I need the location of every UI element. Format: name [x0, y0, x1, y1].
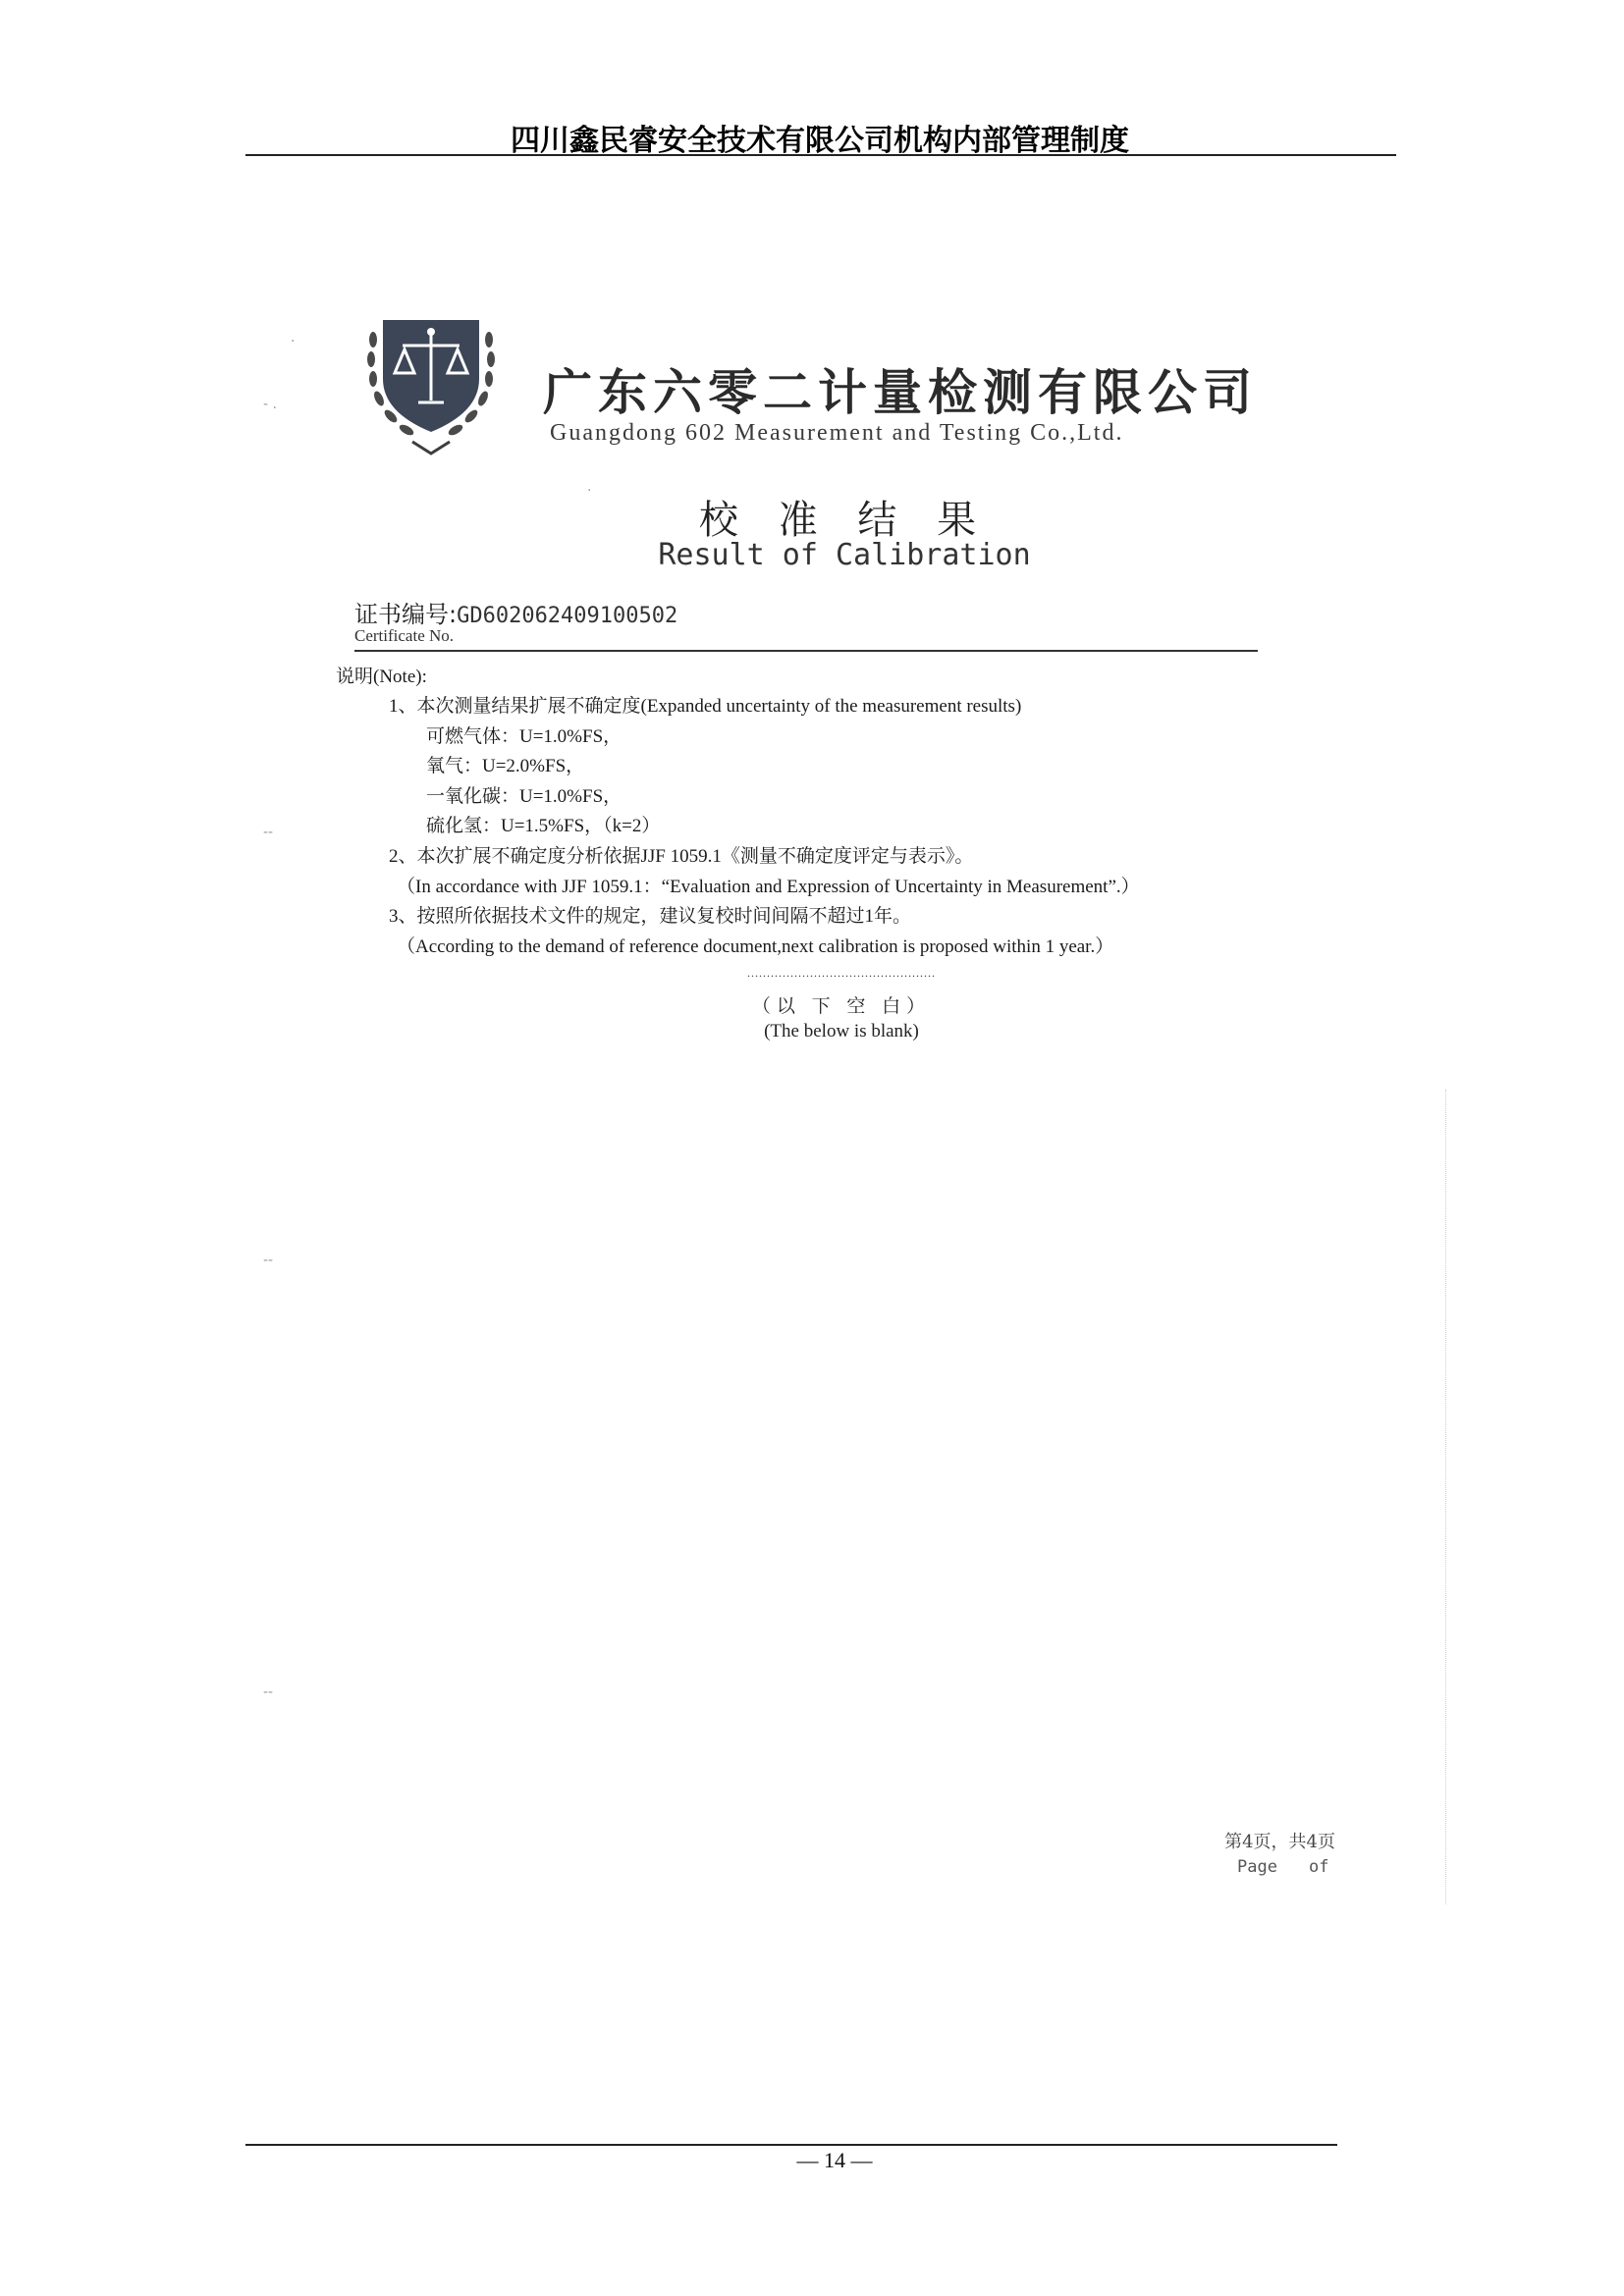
scan-artifact: --	[263, 1684, 274, 1700]
certificate-number-line	[354, 595, 677, 629]
note-item-3: 3、按照所依据技术文件的规定，建议复校时间间隔不超过1年。	[389, 906, 912, 927]
blank-dotted-line: ................................................	[747, 966, 936, 980]
note-item-2-en: （In accordance with JJF 1059.1：“Evaluation and Expression of Uncertainty in Measurement”.）	[397, 877, 1140, 897]
scan-artifact: - .	[263, 397, 277, 412]
scan-artifact: ·	[587, 483, 592, 499]
note-item-1: 1、本次测量结果扩展不确定度(Expanded uncertainty of the measurement results)	[389, 696, 1022, 717]
page-indicator-cn: 第4页，共4页	[1224, 1832, 1335, 1852]
page-indicator-en	[1237, 1857, 1335, 1877]
blank-marker-cn: （以 下 空 白）	[751, 996, 932, 1017]
certificate-label-cn: 证书编号:	[354, 601, 458, 628]
note-subitem-combustible-gas: 可燃气体：U=1.0%FS，	[426, 726, 623, 747]
scan-edge	[1445, 1090, 1446, 1904]
scan-artifact: --	[263, 1253, 274, 1268]
scan-artifact: ·	[291, 334, 296, 349]
note-heading: 说明(Note):	[336, 667, 427, 687]
note-subitem-hydrogen-sulfide: 硫化氢：U=1.5%FS，（k=2）	[426, 816, 661, 836]
document-title-cn: 校 准 结 果	[698, 498, 991, 543]
footer-divider	[245, 2144, 1337, 2146]
company-name-en: Guangdong 602 Measurement and Testing Co.,Ltd.	[550, 420, 1124, 446]
note-item-2: 2、本次扩展不确定度分析依据JJF 1059.1《测量不确定度评定与表示》。	[389, 846, 974, 867]
note-subitem-oxygen: 氧气：U=2.0%FS，	[426, 756, 585, 776]
certificate-number: GD602062409100502	[457, 604, 678, 628]
certificate-divider	[354, 650, 1258, 652]
company-name-cn: 广东六零二计量检测有限公司	[543, 363, 1258, 421]
header-divider	[245, 154, 1396, 156]
company-logo-icon	[359, 310, 503, 457]
certificate-label-en: Certificate No.	[354, 626, 455, 645]
document-header-title: 四川鑫民睿安全技术有限公司机构内部管理制度	[511, 124, 1129, 158]
note-subitem-carbon-monoxide: 一氧化碳：U=1.0%FS，	[426, 786, 623, 807]
blank-marker-en: (The below is blank)	[764, 1021, 919, 1041]
document-title-en: Result of Calibration	[658, 538, 1031, 572]
note-item-3-en: （According to the demand of reference document,next calibration is proposed within 1 year.）	[397, 936, 1114, 957]
scan-artifact: --	[263, 825, 274, 840]
footer-page-number: — 14 —	[796, 2148, 873, 2172]
page-label: Page	[1237, 1857, 1277, 1877]
of-label: of	[1308, 1857, 1329, 1877]
